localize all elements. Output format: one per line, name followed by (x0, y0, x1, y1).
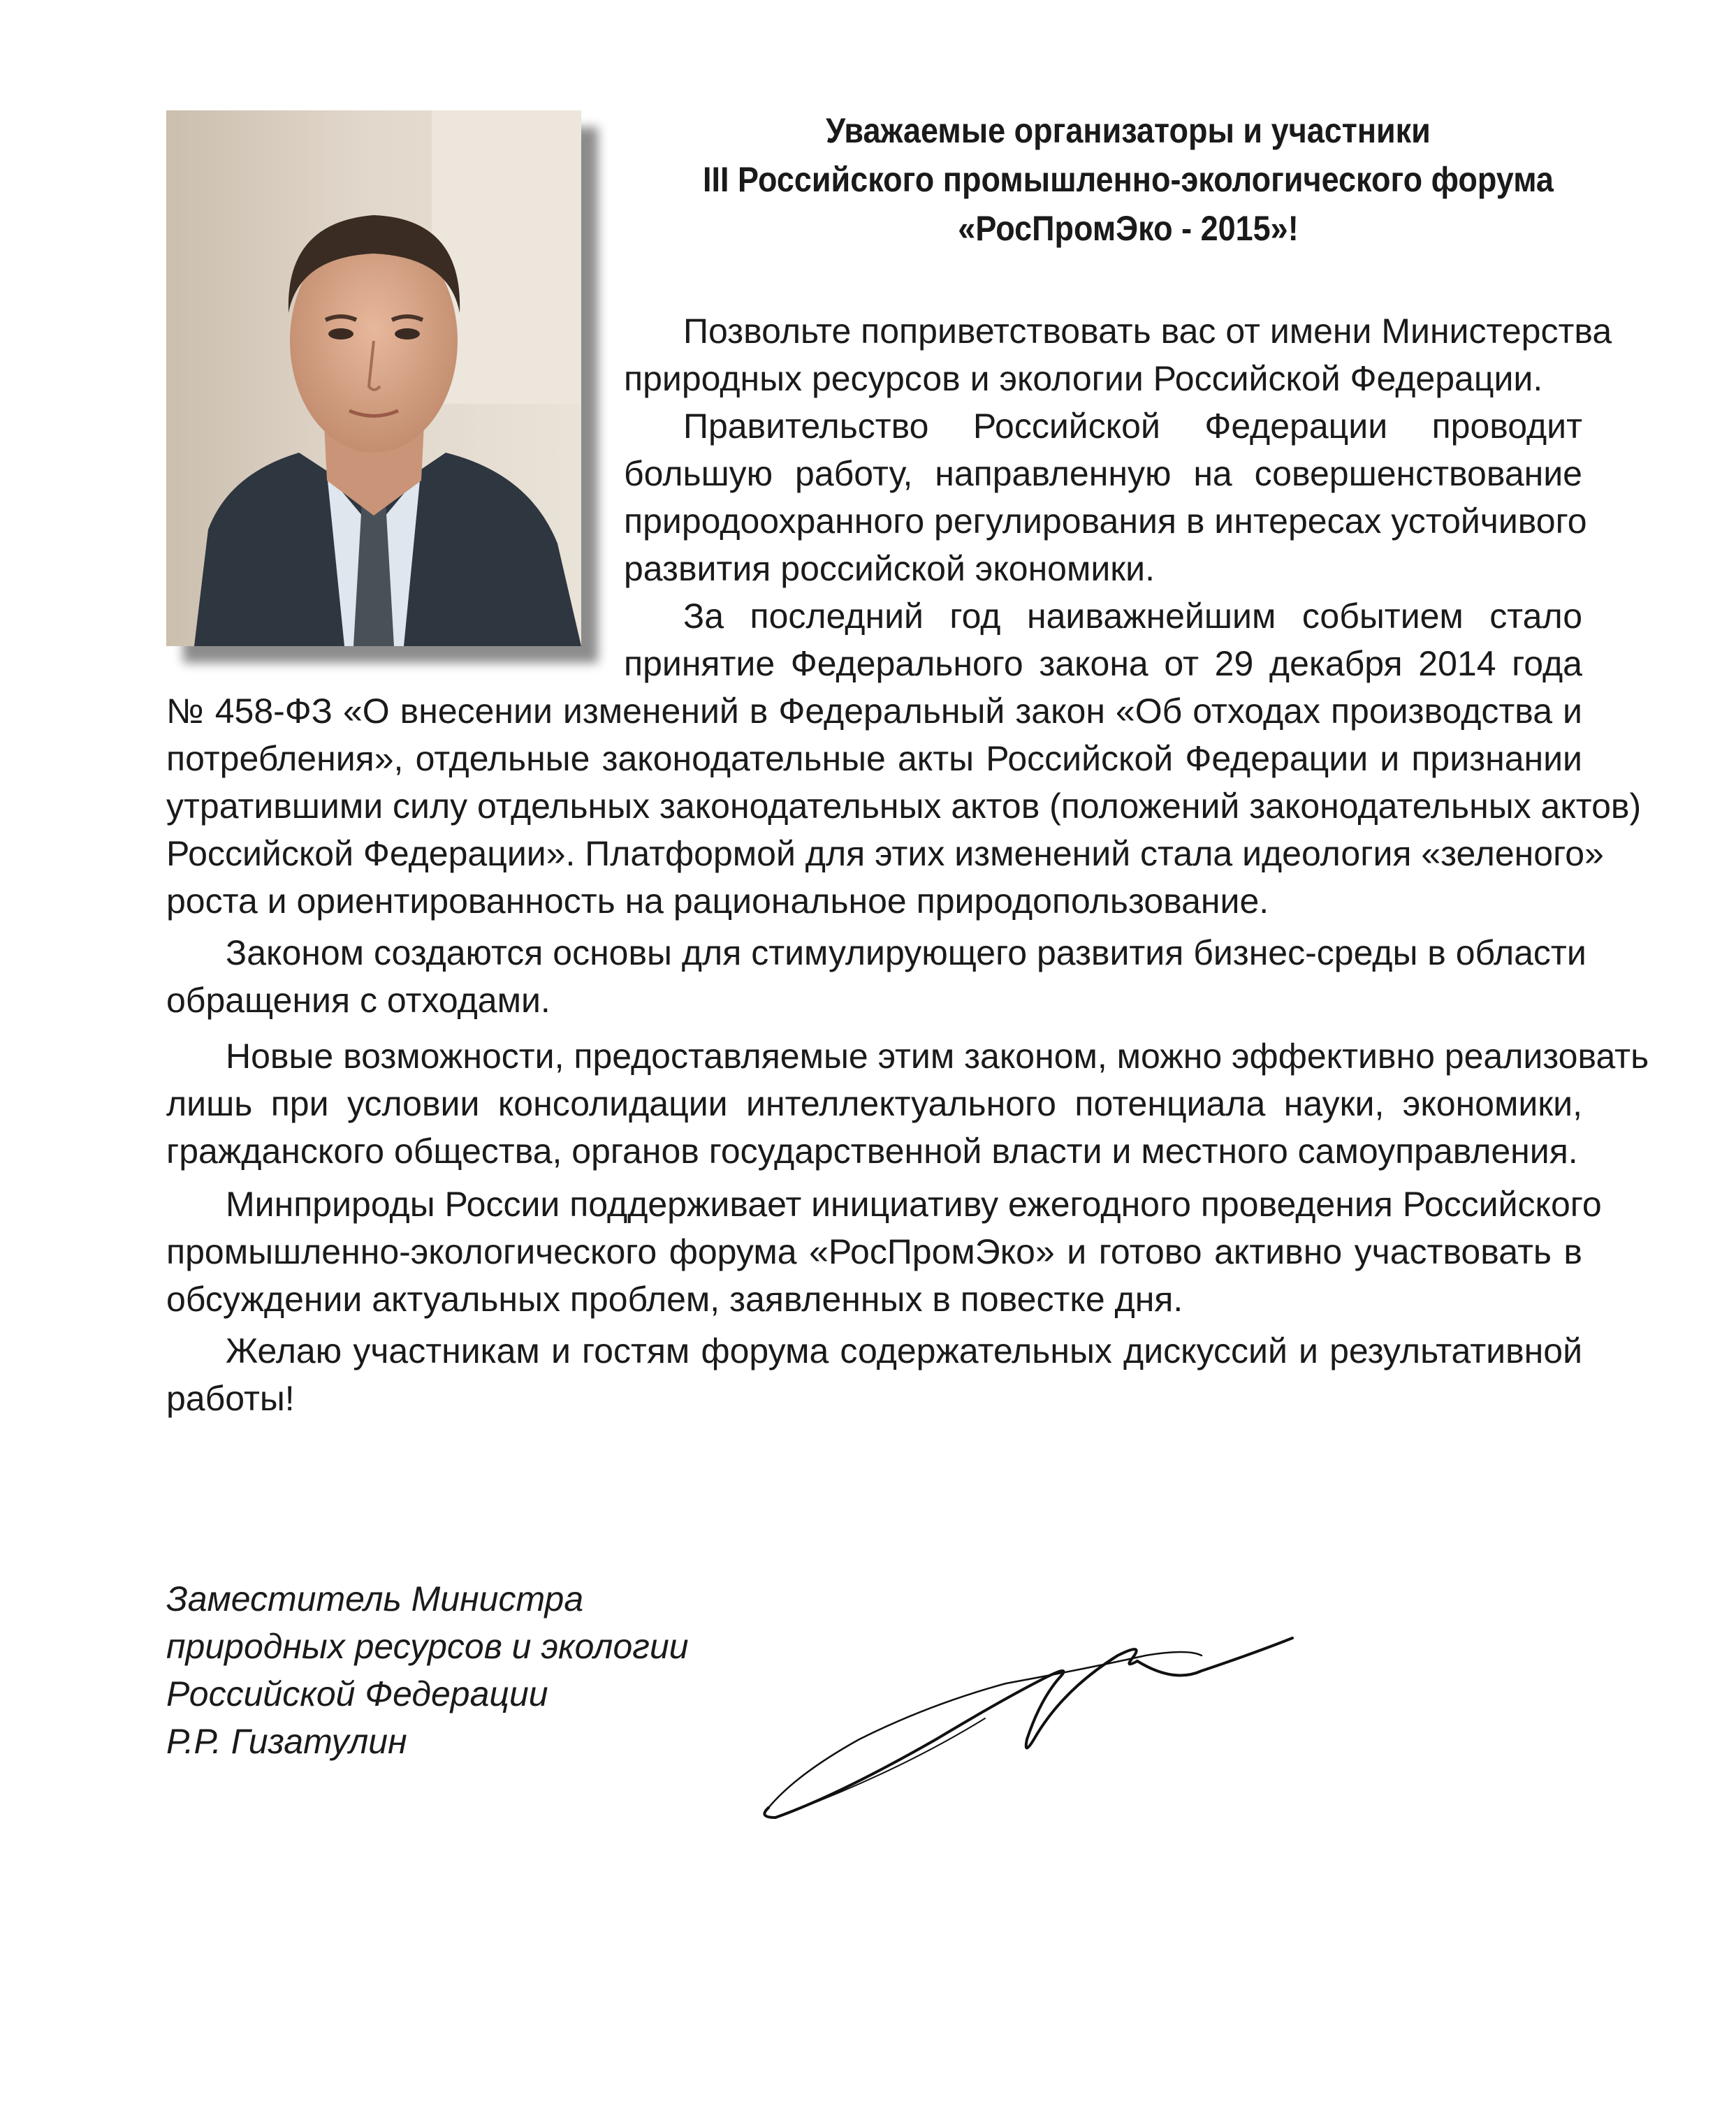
text-line: Правительство Российской Федерации проводит (683, 407, 1582, 446)
text-line: промышленно-экологического форума «РосПромЭко» и готово активно участвовать в (166, 1232, 1582, 1271)
text-line: За последний год наиважнейшим событием стало (683, 597, 1582, 636)
text-line: Желаю участникам и гостям форума содержательных дискуссий и результативной (226, 1331, 1582, 1370)
text-line: потребления», отдельные законодательные акты Российской Федерации и признании (166, 739, 1582, 778)
paragraph-greeting (624, 307, 1612, 402)
text-line: природоохранного регулирования в интересах устойчивого (624, 502, 1587, 541)
text-line: утратившими силу отдельных законодательных актов (положений законодательных актов) (166, 787, 1642, 826)
letter-heading (679, 106, 1578, 253)
text-line: обсуждении актуальных проблем, заявленных в повестке дня. (166, 1280, 1183, 1319)
paragraph-wishes (166, 1327, 1582, 1422)
signatory-title-line-1: Заместитель Министра (166, 1579, 584, 1618)
signatory-block (166, 1575, 689, 1765)
text-line: обращения с отходами. (166, 981, 550, 1020)
paragraph-business (166, 929, 1587, 1024)
text-line: природных ресурсов и экологии Российской Федерации. (624, 359, 1543, 398)
text-line: № 458-ФЗ «О внесении изменений в Федеральный закон «Об отходах производства и (166, 692, 1582, 731)
text-line: развития российской экономики. (624, 549, 1155, 588)
paragraph-government (624, 402, 1587, 592)
paragraph-law-intro (624, 592, 1582, 687)
signatory-title-line-2: природных ресурсов и экологии (166, 1627, 689, 1666)
handwritten-signature (754, 1635, 1299, 1823)
text-line: гражданского общества, органов государственной власти и местного самоуправления. (166, 1132, 1578, 1171)
text-line: Законом создаются основы для стимулирующего развития бизнес-среды в области (226, 933, 1587, 972)
heading-line-1: Уважаемые организаторы и участники (826, 111, 1431, 150)
text-line: Позвольте поприветствовать вас от имени Министерства (683, 312, 1612, 351)
paragraph-law-details (166, 687, 1642, 925)
text-line: роста и ориентированность на рациональное природопользование. (166, 882, 1269, 921)
signatory-name: Р.Р. Гизатулин (166, 1722, 407, 1761)
portrait-photo (166, 110, 581, 646)
paragraph-ministry-support (166, 1180, 1602, 1323)
text-line: лишь при условии консолидации интеллектуального потенциала науки, экономики, (166, 1084, 1582, 1123)
heading-line-3: «РосПромЭко - 2015»! (958, 209, 1299, 248)
text-line: Российской Федерации». Платформой для этих изменений стала идеология «зеленого» (166, 834, 1604, 873)
text-line: большую работу, направленную на совершенствование (624, 454, 1582, 493)
signatory-title-line-3: Российской Федерации (166, 1674, 548, 1713)
paragraph-opportunities (166, 1032, 1649, 1175)
text-line: Новые возможности, предоставляемые этим законом, можно эффективно реализовать (226, 1037, 1649, 1076)
text-line: Минприроды России поддерживает инициативу ежегодного проведения Российского (226, 1185, 1602, 1224)
text-line: работы! (166, 1379, 295, 1418)
text-line: принятие Федерального закона от 29 декабря 2014 года (624, 644, 1582, 683)
heading-line-2: III Российского промышленно-экологического форума (703, 160, 1554, 199)
